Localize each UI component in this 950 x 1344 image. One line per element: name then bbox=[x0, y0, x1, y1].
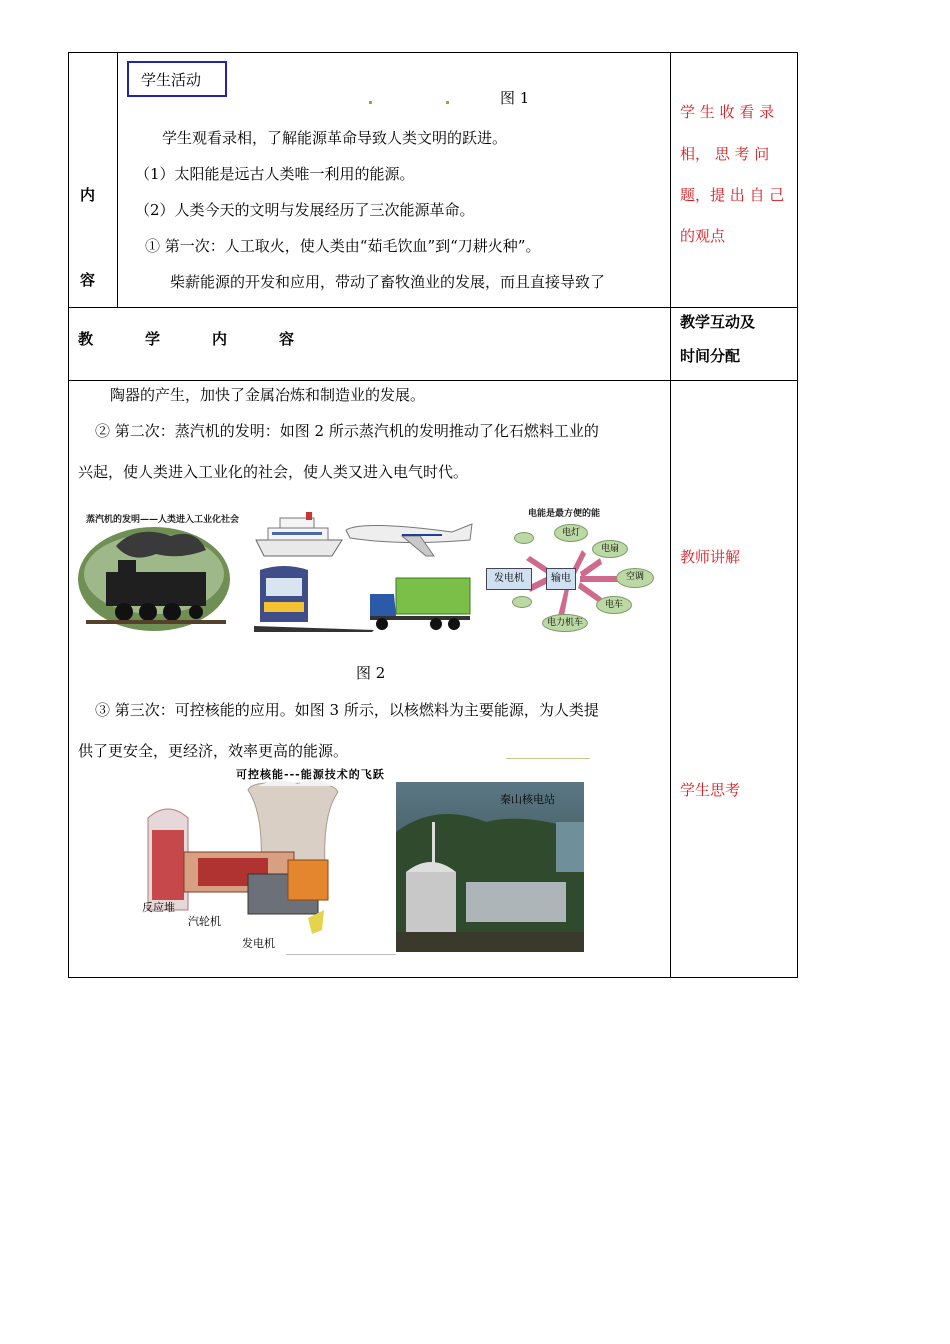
node-lamp: 电灯 bbox=[554, 524, 588, 542]
decor-dot bbox=[446, 101, 449, 104]
airplane-illustration bbox=[342, 510, 477, 560]
right-note-line-3: 题，提 出 自 己 bbox=[680, 186, 785, 204]
header-right-line-1: 教学互动及 bbox=[680, 313, 756, 331]
table-border-right bbox=[797, 52, 798, 978]
table-border-left bbox=[68, 52, 69, 978]
label-turbine: 汽轮机 bbox=[188, 915, 221, 928]
truck-illustration bbox=[366, 574, 476, 634]
node-electric-locomotive: 电力机车 bbox=[542, 614, 588, 632]
hub-transmission: 输电 bbox=[546, 568, 576, 590]
body-line-1: 陶器的产生，加快了金属冶炼和制造业的发展。 bbox=[110, 386, 426, 404]
body-line-4: ③ 第三次：可控核能的应用。如图 3 所示，以核燃料为主要能源，为人类提 bbox=[95, 701, 599, 719]
top-line-5: 柴薪能源的开发和应用，带动了畜牧渔业的发展，而且直接导致了 bbox=[170, 273, 606, 291]
right-note-line-4: 的观点 bbox=[680, 227, 726, 245]
electric-train-illustration bbox=[254, 562, 374, 634]
figure-1-caption: 图 1 bbox=[500, 89, 530, 107]
top-line-4: ① 第一次：人工取火，使人类由“茹毛饮血”到“刀耕火种”。 bbox=[145, 237, 541, 255]
table-border-top bbox=[68, 52, 798, 53]
ship-illustration bbox=[254, 510, 344, 560]
left-label-char-2: 容 bbox=[80, 271, 96, 289]
label-reactor: 反应堆 bbox=[142, 901, 175, 914]
node-fan: 电扇 bbox=[592, 540, 628, 558]
top-line-3: （2）人类今天的文明与发展经历了三次能源革命。 bbox=[135, 201, 475, 219]
figure-3-bottom-rule bbox=[286, 954, 396, 955]
steam-engine-caption: 蒸汽机的发明——人类进入工业化社会 bbox=[86, 515, 240, 525]
table-row-divider-2 bbox=[68, 380, 798, 381]
figure-3 bbox=[128, 758, 590, 958]
header-char-3: 内 bbox=[212, 330, 228, 348]
hub-generator: 发电机 bbox=[486, 568, 532, 590]
right-note-line-1: 学 生 收 看 录 bbox=[680, 103, 775, 121]
figure-3-top-rule bbox=[506, 758, 590, 759]
decor-node bbox=[514, 532, 534, 544]
body-line-2: ② 第二次：蒸汽机的发明：如图 2 所示蒸汽机的发明推动了化石燃料工业的 bbox=[95, 422, 599, 440]
top-line-1: 学生观看录相，了解能源革命导致人类文明的跃进。 bbox=[162, 129, 508, 147]
top-line-2: （1）太阳能是远古人类唯一利用的能源。 bbox=[135, 165, 415, 183]
node-tram: 电车 bbox=[596, 596, 632, 614]
table-border-bottom bbox=[68, 977, 798, 978]
note-teacher-explains: 教师讲解 bbox=[680, 548, 741, 566]
right-note-line-2: 相， 思 考 问 bbox=[680, 145, 770, 163]
electricity-caption: 电能是最方便的能 bbox=[528, 509, 601, 519]
steam-train-illustration bbox=[76, 524, 236, 634]
decor-dot bbox=[369, 101, 372, 104]
student-activity-label: 学生活动 bbox=[141, 71, 202, 89]
figure-2 bbox=[76, 496, 664, 638]
header-char-1: 教 bbox=[78, 330, 94, 348]
table-col-divider-right bbox=[670, 52, 671, 978]
left-label-char-1: 内 bbox=[80, 186, 96, 204]
label-qinshan: 秦山核电站 bbox=[500, 793, 555, 806]
nuclear-plant-illustration bbox=[128, 780, 388, 956]
table-row-divider-1 bbox=[68, 307, 798, 308]
qinshan-photo bbox=[396, 782, 584, 952]
header-right-line-2: 时间分配 bbox=[680, 347, 741, 365]
label-generator: 发电机 bbox=[242, 937, 275, 950]
body-line-3: 兴起，使人类进入工业化的社会，使人类又进入电气时代。 bbox=[78, 463, 469, 481]
figure-2-caption: 图 2 bbox=[356, 664, 386, 682]
header-char-2: 学 bbox=[145, 330, 161, 348]
body-line-5: 供了更安全，更经济，效率更高的能源。 bbox=[78, 742, 349, 760]
nuclear-title: 可控核能---能源技术的飞跃 bbox=[236, 768, 385, 781]
table-col-divider-left bbox=[117, 52, 118, 308]
decor-node bbox=[512, 596, 532, 608]
student-activity-box bbox=[127, 61, 227, 97]
node-ac: 空调 bbox=[616, 568, 654, 588]
note-students-think: 学生思考 bbox=[680, 781, 741, 799]
header-char-4: 容 bbox=[279, 330, 295, 348]
